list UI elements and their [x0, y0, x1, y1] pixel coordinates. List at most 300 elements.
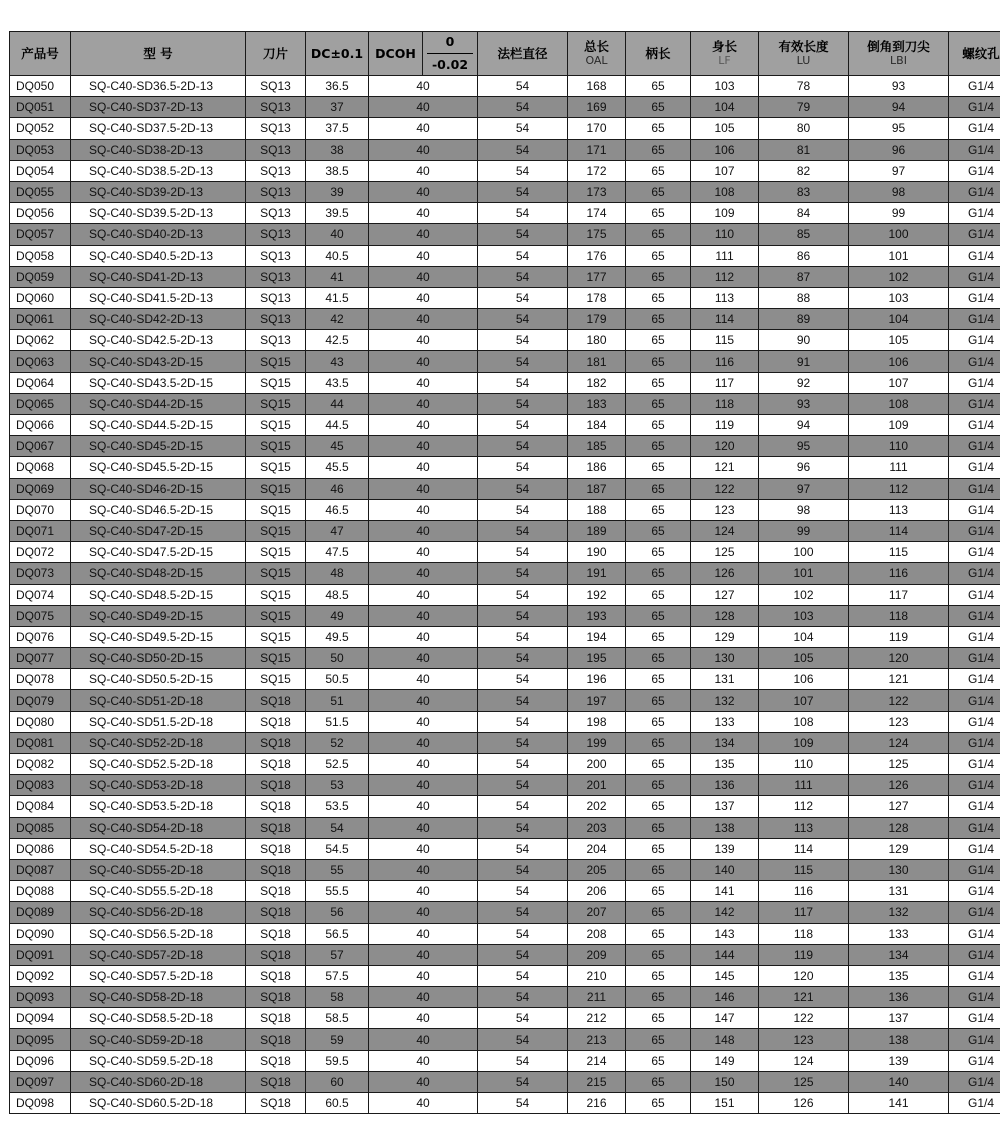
dc-cell: 37 — [306, 97, 369, 118]
oal-cell: 184 — [568, 415, 626, 436]
shank-cell: 65 — [626, 457, 691, 478]
dcoh-cell: 40 — [369, 181, 478, 202]
shank-cell: 65 — [626, 902, 691, 923]
blade-cell: SQ15 — [246, 499, 306, 520]
flange-cell: 54 — [478, 796, 568, 817]
shank-cell: 65 — [626, 287, 691, 308]
lf-cell: 112 — [691, 266, 759, 287]
lbi-cell: 107 — [849, 372, 949, 393]
lu-cell: 96 — [759, 457, 849, 478]
table-row — [10, 796, 1000, 817]
flange-cell: 54 — [478, 287, 568, 308]
model-cell: SQ-C40-SD48-2D-15 — [71, 563, 246, 584]
dc-cell: 46 — [306, 478, 369, 499]
lu-cell: 109 — [759, 732, 849, 753]
dcoh-cell: 40 — [369, 711, 478, 732]
lf-cell: 111 — [691, 245, 759, 266]
oal-cell: 185 — [568, 436, 626, 457]
blade-cell: SQ18 — [246, 1071, 306, 1092]
lbi-cell: 93 — [849, 76, 949, 97]
table-row — [10, 944, 1000, 965]
header-flange: 法栏直径 — [478, 32, 568, 76]
table-row — [10, 669, 1000, 690]
oal-cell: 183 — [568, 393, 626, 414]
blade-cell: SQ18 — [246, 775, 306, 796]
thread-cell: G1/4 — [949, 287, 1000, 308]
thread-cell: G1/4 — [949, 881, 1000, 902]
lf-cell: 139 — [691, 838, 759, 859]
shank-cell: 65 — [626, 775, 691, 796]
thread-cell: G1/4 — [949, 97, 1000, 118]
product-code-cell: DQ059 — [10, 266, 71, 287]
model-cell: SQ-C40-SD56.5-2D-18 — [71, 923, 246, 944]
product-code-cell: DQ063 — [10, 351, 71, 372]
dcoh-cell: 40 — [369, 732, 478, 753]
thread-cell: G1/4 — [949, 415, 1000, 436]
flange-cell: 54 — [478, 266, 568, 287]
table-row — [10, 1093, 1000, 1114]
lf-cell: 114 — [691, 309, 759, 330]
dcoh-cell: 40 — [369, 372, 478, 393]
lu-cell: 126 — [759, 1093, 849, 1114]
dcoh-cell: 40 — [369, 97, 478, 118]
dc-cell: 36.5 — [306, 76, 369, 97]
lbi-cell: 140 — [849, 1071, 949, 1092]
thread-cell: G1/4 — [949, 965, 1000, 986]
thread-cell: G1/4 — [949, 902, 1000, 923]
table-row — [10, 372, 1000, 393]
lf-cell: 137 — [691, 796, 759, 817]
dc-cell: 43 — [306, 351, 369, 372]
flange-cell: 54 — [478, 711, 568, 732]
dc-cell: 51.5 — [306, 711, 369, 732]
dcoh-cell: 40 — [369, 754, 478, 775]
thread-cell: G1/4 — [949, 499, 1000, 520]
lf-cell: 113 — [691, 287, 759, 308]
flange-cell: 54 — [478, 965, 568, 986]
product-code-cell: DQ060 — [10, 287, 71, 308]
dc-cell: 52.5 — [306, 754, 369, 775]
lbi-cell: 123 — [849, 711, 949, 732]
dcoh-cell: 40 — [369, 457, 478, 478]
table-row — [10, 478, 1000, 499]
oal-cell: 173 — [568, 181, 626, 202]
header-oal-label: 总长 — [583, 38, 609, 54]
lbi-cell: 127 — [849, 796, 949, 817]
lf-cell: 103 — [691, 76, 759, 97]
lbi-cell: 98 — [849, 181, 949, 202]
product-code-cell: DQ070 — [10, 499, 71, 520]
flange-cell: 54 — [478, 838, 568, 859]
model-cell: SQ-C40-SD59-2D-18 — [71, 1029, 246, 1050]
dc-cell: 39 — [306, 181, 369, 202]
lu-cell: 114 — [759, 838, 849, 859]
table-row — [10, 224, 1000, 245]
lbi-cell: 116 — [849, 563, 949, 584]
dc-cell: 48 — [306, 563, 369, 584]
oal-cell: 212 — [568, 1008, 626, 1029]
dcoh-cell: 40 — [369, 393, 478, 414]
lf-cell: 143 — [691, 923, 759, 944]
lu-cell: 120 — [759, 965, 849, 986]
shank-cell: 65 — [626, 266, 691, 287]
shank-cell: 65 — [626, 245, 691, 266]
dcoh-cell: 40 — [369, 309, 478, 330]
product-code-cell: DQ093 — [10, 987, 71, 1008]
flange-cell: 54 — [478, 690, 568, 711]
flange-cell: 54 — [478, 732, 568, 753]
thread-cell: G1/4 — [949, 478, 1000, 499]
table-row — [10, 563, 1000, 584]
flange-cell: 54 — [478, 1093, 568, 1114]
dcoh-cell: 40 — [369, 965, 478, 986]
model-cell: SQ-C40-SD39-2D-13 — [71, 181, 246, 202]
thread-cell: G1/4 — [949, 330, 1000, 351]
lbi-cell: 99 — [849, 203, 949, 224]
model-cell: SQ-C40-SD42-2D-13 — [71, 309, 246, 330]
table-row — [10, 542, 1000, 563]
dcoh-cell: 40 — [369, 76, 478, 97]
flange-cell: 54 — [478, 160, 568, 181]
table-row — [10, 160, 1000, 181]
model-cell: SQ-C40-SD44.5-2D-15 — [71, 415, 246, 436]
lf-cell: 127 — [691, 584, 759, 605]
product-code-cell: DQ062 — [10, 330, 71, 351]
thread-cell: G1/4 — [949, 859, 1000, 880]
dc-cell: 44 — [306, 393, 369, 414]
lu-cell: 80 — [759, 118, 849, 139]
lbi-cell: 109 — [849, 415, 949, 436]
lu-cell: 101 — [759, 563, 849, 584]
thread-cell: G1/4 — [949, 669, 1000, 690]
dc-cell: 37.5 — [306, 118, 369, 139]
dcoh-cell: 40 — [369, 1093, 478, 1114]
shank-cell: 65 — [626, 351, 691, 372]
thread-cell: G1/4 — [949, 1008, 1000, 1029]
dcoh-cell: 40 — [369, 1050, 478, 1071]
table-row — [10, 881, 1000, 902]
dcoh-cell: 40 — [369, 351, 478, 372]
flange-cell: 54 — [478, 626, 568, 647]
table-row — [10, 266, 1000, 287]
lbi-cell: 114 — [849, 520, 949, 541]
thread-cell: G1/4 — [949, 1029, 1000, 1050]
flange-cell: 54 — [478, 245, 568, 266]
model-cell: SQ-C40-SD57-2D-18 — [71, 944, 246, 965]
model-cell: SQ-C40-SD39.5-2D-13 — [71, 203, 246, 224]
lu-cell: 84 — [759, 203, 849, 224]
shank-cell: 65 — [626, 499, 691, 520]
lf-cell: 148 — [691, 1029, 759, 1050]
thread-cell: G1/4 — [949, 690, 1000, 711]
lbi-cell: 118 — [849, 605, 949, 626]
dc-cell: 50 — [306, 648, 369, 669]
lbi-cell: 115 — [849, 542, 949, 563]
model-cell: SQ-C40-SD52-2D-18 — [71, 732, 246, 753]
shank-cell: 65 — [626, 754, 691, 775]
table-row — [10, 118, 1000, 139]
oal-cell: 182 — [568, 372, 626, 393]
model-cell: SQ-C40-SD38-2D-13 — [71, 139, 246, 160]
lf-cell: 140 — [691, 859, 759, 880]
model-cell: SQ-C40-SD49.5-2D-15 — [71, 626, 246, 647]
dc-cell: 55.5 — [306, 881, 369, 902]
lu-cell: 122 — [759, 1008, 849, 1029]
lu-cell: 79 — [759, 97, 849, 118]
dcoh-cell: 40 — [369, 436, 478, 457]
oal-cell: 205 — [568, 859, 626, 880]
table-row — [10, 923, 1000, 944]
header-lf-sub: LF — [718, 53, 731, 67]
shank-cell: 65 — [626, 160, 691, 181]
dcoh-cell: 40 — [369, 160, 478, 181]
dc-cell: 53.5 — [306, 796, 369, 817]
flange-cell: 54 — [478, 415, 568, 436]
shank-cell: 65 — [626, 584, 691, 605]
oal-cell: 176 — [568, 245, 626, 266]
flange-cell: 54 — [478, 584, 568, 605]
oal-cell: 214 — [568, 1050, 626, 1071]
table-row — [10, 605, 1000, 626]
model-cell: SQ-C40-SD54-2D-18 — [71, 817, 246, 838]
table-row — [10, 1029, 1000, 1050]
flange-cell: 54 — [478, 1029, 568, 1050]
blade-cell: SQ15 — [246, 351, 306, 372]
blade-cell: SQ15 — [246, 415, 306, 436]
dcoh-cell: 40 — [369, 584, 478, 605]
dcoh-cell: 40 — [369, 690, 478, 711]
dcoh-cell: 40 — [369, 563, 478, 584]
lbi-cell: 133 — [849, 923, 949, 944]
thread-cell: G1/4 — [949, 1050, 1000, 1071]
lf-cell: 129 — [691, 626, 759, 647]
thread-cell: G1/4 — [949, 76, 1000, 97]
blade-cell: SQ15 — [246, 605, 306, 626]
lf-cell: 117 — [691, 372, 759, 393]
product-code-cell: DQ092 — [10, 965, 71, 986]
product-code-cell: DQ075 — [10, 605, 71, 626]
flange-cell: 54 — [478, 775, 568, 796]
table-row — [10, 457, 1000, 478]
dc-cell: 41 — [306, 266, 369, 287]
oal-cell: 168 — [568, 76, 626, 97]
oal-cell: 204 — [568, 838, 626, 859]
product-code-cell: DQ053 — [10, 139, 71, 160]
blade-cell: SQ18 — [246, 796, 306, 817]
oal-cell: 174 — [568, 203, 626, 224]
product-code-cell: DQ051 — [10, 97, 71, 118]
table-row — [10, 139, 1000, 160]
flange-cell: 54 — [478, 1008, 568, 1029]
model-cell: SQ-C40-SD47.5-2D-15 — [71, 542, 246, 563]
oal-cell: 208 — [568, 923, 626, 944]
header-lbi — [849, 32, 949, 76]
product-code-cell: DQ082 — [10, 754, 71, 775]
thread-cell: G1/4 — [949, 987, 1000, 1008]
dcoh-cell: 40 — [369, 923, 478, 944]
thread-cell: G1/4 — [949, 393, 1000, 414]
spec-table — [9, 31, 1000, 1114]
dcoh-cell: 40 — [369, 775, 478, 796]
product-code-cell: DQ074 — [10, 584, 71, 605]
shank-cell: 65 — [626, 1071, 691, 1092]
dc-cell: 58 — [306, 987, 369, 1008]
table-row — [10, 754, 1000, 775]
tolerance-upper: 0 — [445, 34, 455, 49]
dc-cell: 40 — [306, 224, 369, 245]
shank-cell: 65 — [626, 309, 691, 330]
dc-cell: 55 — [306, 859, 369, 880]
product-code-cell: DQ061 — [10, 309, 71, 330]
flange-cell: 54 — [478, 859, 568, 880]
lf-cell: 119 — [691, 415, 759, 436]
blade-cell: SQ18 — [246, 987, 306, 1008]
lu-cell: 98 — [759, 499, 849, 520]
lf-cell: 110 — [691, 224, 759, 245]
thread-cell: G1/4 — [949, 711, 1000, 732]
tolerance-lower: -0.02 — [431, 57, 469, 72]
blade-cell: SQ13 — [246, 330, 306, 351]
oal-cell: 179 — [568, 309, 626, 330]
lu-cell: 78 — [759, 76, 849, 97]
model-cell: SQ-C40-SD55-2D-18 — [71, 859, 246, 880]
product-code-cell: DQ095 — [10, 1029, 71, 1050]
shank-cell: 65 — [626, 139, 691, 160]
lf-cell: 136 — [691, 775, 759, 796]
lf-cell: 108 — [691, 181, 759, 202]
oal-cell: 199 — [568, 732, 626, 753]
model-cell: SQ-C40-SD37.5-2D-13 — [71, 118, 246, 139]
flange-cell: 54 — [478, 520, 568, 541]
dcoh-cell: 40 — [369, 669, 478, 690]
blade-cell: SQ13 — [246, 139, 306, 160]
header-lf — [691, 32, 759, 76]
lbi-cell: 117 — [849, 584, 949, 605]
lbi-cell: 132 — [849, 902, 949, 923]
product-code-cell: DQ056 — [10, 203, 71, 224]
lf-cell: 125 — [691, 542, 759, 563]
oal-cell: 195 — [568, 648, 626, 669]
lbi-cell: 131 — [849, 881, 949, 902]
dc-cell: 44.5 — [306, 415, 369, 436]
lbi-cell: 121 — [849, 669, 949, 690]
header-tolerance — [423, 32, 478, 76]
blade-cell: SQ15 — [246, 563, 306, 584]
table-row — [10, 245, 1000, 266]
product-code-cell: DQ081 — [10, 732, 71, 753]
blade-cell: SQ18 — [246, 944, 306, 965]
dc-cell: 52 — [306, 732, 369, 753]
spec-table-container — [9, 31, 1000, 1114]
model-cell: SQ-C40-SD49-2D-15 — [71, 605, 246, 626]
oal-cell: 181 — [568, 351, 626, 372]
flange-cell: 54 — [478, 563, 568, 584]
lbi-cell: 141 — [849, 1093, 949, 1114]
product-code-cell: DQ076 — [10, 626, 71, 647]
blade-cell: SQ13 — [246, 287, 306, 308]
thread-cell: G1/4 — [949, 817, 1000, 838]
lu-cell: 108 — [759, 711, 849, 732]
dcoh-cell: 40 — [369, 648, 478, 669]
flange-cell: 54 — [478, 987, 568, 1008]
lbi-cell: 135 — [849, 965, 949, 986]
product-code-cell: DQ094 — [10, 1008, 71, 1029]
oal-cell: 215 — [568, 1071, 626, 1092]
table-row — [10, 775, 1000, 796]
product-code-cell: DQ073 — [10, 563, 71, 584]
header-oal — [568, 32, 626, 76]
lbi-cell: 97 — [849, 160, 949, 181]
model-cell: SQ-C40-SD43.5-2D-15 — [71, 372, 246, 393]
dc-cell: 51 — [306, 690, 369, 711]
thread-cell: G1/4 — [949, 309, 1000, 330]
flange-cell: 54 — [478, 648, 568, 669]
lu-cell: 121 — [759, 987, 849, 1008]
blade-cell: SQ13 — [246, 245, 306, 266]
model-cell: SQ-C40-SD43-2D-15 — [71, 351, 246, 372]
lbi-cell: 103 — [849, 287, 949, 308]
thread-cell: G1/4 — [949, 203, 1000, 224]
product-code-cell: DQ091 — [10, 944, 71, 965]
oal-cell: 192 — [568, 584, 626, 605]
oal-cell: 206 — [568, 881, 626, 902]
model-cell: SQ-C40-SD45-2D-15 — [71, 436, 246, 457]
lu-cell: 92 — [759, 372, 849, 393]
oal-cell: 202 — [568, 796, 626, 817]
lbi-cell: 105 — [849, 330, 949, 351]
shank-cell: 65 — [626, 923, 691, 944]
lf-cell: 150 — [691, 1071, 759, 1092]
dcoh-cell: 40 — [369, 859, 478, 880]
lu-cell: 90 — [759, 330, 849, 351]
table-row — [10, 690, 1000, 711]
lu-cell: 102 — [759, 584, 849, 605]
header-row — [10, 32, 1000, 76]
lf-cell: 128 — [691, 605, 759, 626]
product-code-cell: DQ066 — [10, 415, 71, 436]
lf-cell: 135 — [691, 754, 759, 775]
shank-cell: 65 — [626, 330, 691, 351]
blade-cell: SQ13 — [246, 224, 306, 245]
lu-cell: 89 — [759, 309, 849, 330]
lu-cell: 91 — [759, 351, 849, 372]
lu-cell: 82 — [759, 160, 849, 181]
lbi-cell: 129 — [849, 838, 949, 859]
product-code-cell: DQ096 — [10, 1050, 71, 1071]
shank-cell: 65 — [626, 817, 691, 838]
lf-cell: 106 — [691, 139, 759, 160]
product-code-cell: DQ067 — [10, 436, 71, 457]
dc-cell: 43.5 — [306, 372, 369, 393]
table-row — [10, 859, 1000, 880]
blade-cell: SQ15 — [246, 393, 306, 414]
lu-cell: 81 — [759, 139, 849, 160]
lu-cell: 119 — [759, 944, 849, 965]
product-code-cell: DQ078 — [10, 669, 71, 690]
product-code-cell: DQ050 — [10, 76, 71, 97]
blade-cell: SQ18 — [246, 732, 306, 753]
dc-cell: 42.5 — [306, 330, 369, 351]
model-cell: SQ-C40-SD36.5-2D-13 — [71, 76, 246, 97]
dc-cell: 53 — [306, 775, 369, 796]
dcoh-cell: 40 — [369, 605, 478, 626]
lbi-cell: 95 — [849, 118, 949, 139]
dcoh-cell: 40 — [369, 287, 478, 308]
blade-cell: SQ13 — [246, 118, 306, 139]
lbi-cell: 108 — [849, 393, 949, 414]
table-row — [10, 330, 1000, 351]
lu-cell: 99 — [759, 520, 849, 541]
